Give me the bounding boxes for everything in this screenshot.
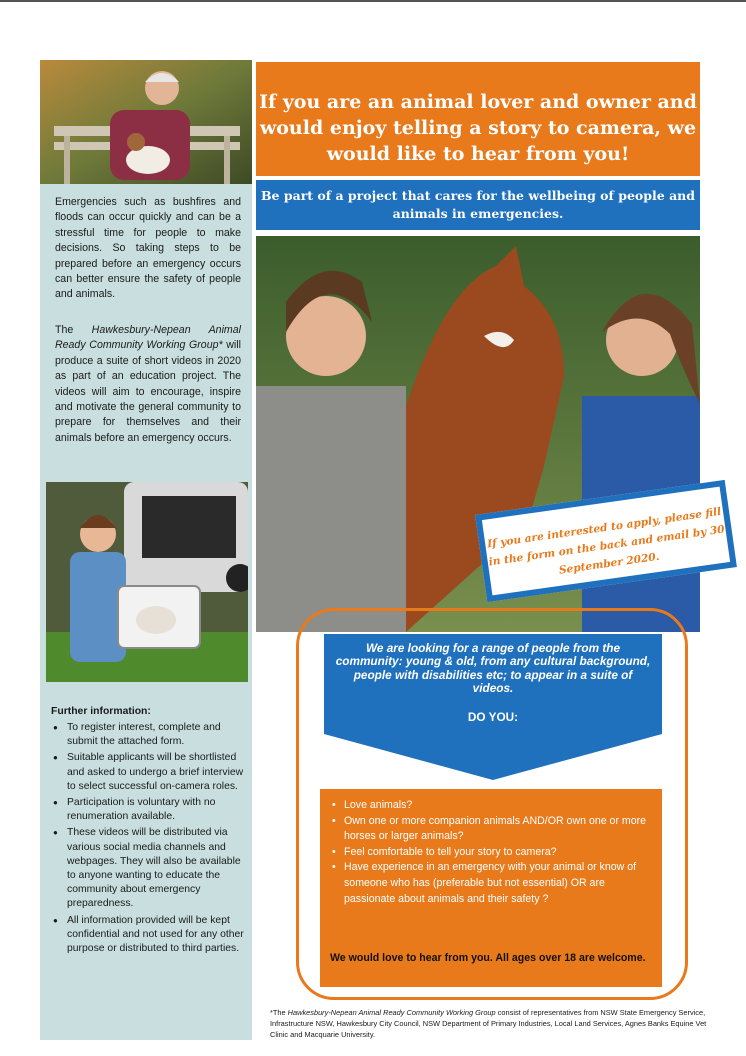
photo-man-with-dog — [40, 60, 252, 184]
further-information-heading: Further information: — [51, 706, 151, 717]
further-item: ● Participation is voluntary with no renumeration available. — [67, 796, 251, 824]
checklist-item: • Feel comfortable to tell your story to camera? — [344, 845, 656, 861]
group-name: Hawkesbury-Nepean Animal Ready Community Working Group* — [55, 324, 241, 352]
apply-note-text: If you are interested to apply, please fill in the form on the back and email by 30 September 2020. — [486, 505, 726, 577]
checklist — [320, 789, 662, 907]
headline-banner — [256, 62, 700, 176]
checklist-item: • Love animals? — [344, 798, 656, 814]
checklist-item: • Own one or more companion animals AND/OR own one or more horses or larger animals? — [344, 814, 656, 845]
headline-text: If you are an animal lover and owner and would enjoy telling a story to camera, we would like to hear from you! — [259, 91, 697, 165]
top-border-line — [0, 0, 746, 2]
footnote-star: *The — [270, 1008, 288, 1017]
closing-statement: We would love to hear from you. All ages over 18 are welcome. — [330, 952, 646, 964]
subheadline-text: Be part of a project that cares for the wellbeing of people and animals in emergencies. — [260, 188, 695, 221]
footnote-rest: consist of representatives from NSW State Emergency Service, Infrastructure NSW, Hawkesbury City Council, NSW Department of Primary Industries, Local Land Services, Agnes Banks Equine Vet Clinic and Macquarie University. — [270, 1008, 707, 1040]
further-item: ● To register interest, complete and submit the attached form. — [67, 721, 251, 749]
looking-for-text: We are looking for a range of people from the community: young & old, from any cultural background, people with disabilities etc; to appear in a suite of videos. — [335, 641, 651, 696]
checklist-item: • Have experience in an emergency with your animal or know of someone who has (preferable but not essential) OR are passionate about animals and their safety ? — [344, 860, 656, 907]
further-information-list — [51, 721, 251, 956]
paragraph-prefix: The — [55, 324, 92, 336]
further-item: ● These videos will be distributed via various social media channels and webpages. They will also be available to anyone wanting to educate the community about emergency preparedness. — [67, 826, 251, 911]
further-information-section — [51, 706, 251, 958]
do-you-label: DO YOU: — [467, 710, 519, 724]
subheadline-banner — [256, 180, 700, 230]
checklist-panel — [320, 789, 662, 987]
further-item: ● Suitable applicants will be shortlisted and asked to undergo a brief interview to select successful on-camera roles. — [67, 751, 251, 794]
paragraph-suffix: will produce a suite of short videos in 2020 as part of an education project. The videos will aim to encourage, inspire and motivate the general community to prepare for themselves and their animals before an emergency occurs. — [55, 339, 241, 444]
intro-paragraph-emergencies: Emergencies such as bushfires and floods can occur quickly and can be a stressful time for people to make decisions. So taking steps to be prepared before an emergency occurs can better ensure the safety of people and animals. — [55, 196, 241, 301]
photo-boy-with-pet-carrier — [46, 482, 248, 682]
footnote — [270, 1007, 718, 1041]
further-item: ● All information provided will be kept confidential and not used for any other purpose or distributed to third parties. — [67, 914, 251, 957]
looking-for-arrow-panel — [324, 634, 662, 780]
footnote-group-name: Hawkesbury-Nepean Animal Ready Community Working Group — [287, 1008, 496, 1017]
intro-paragraph-project — [55, 323, 241, 446]
